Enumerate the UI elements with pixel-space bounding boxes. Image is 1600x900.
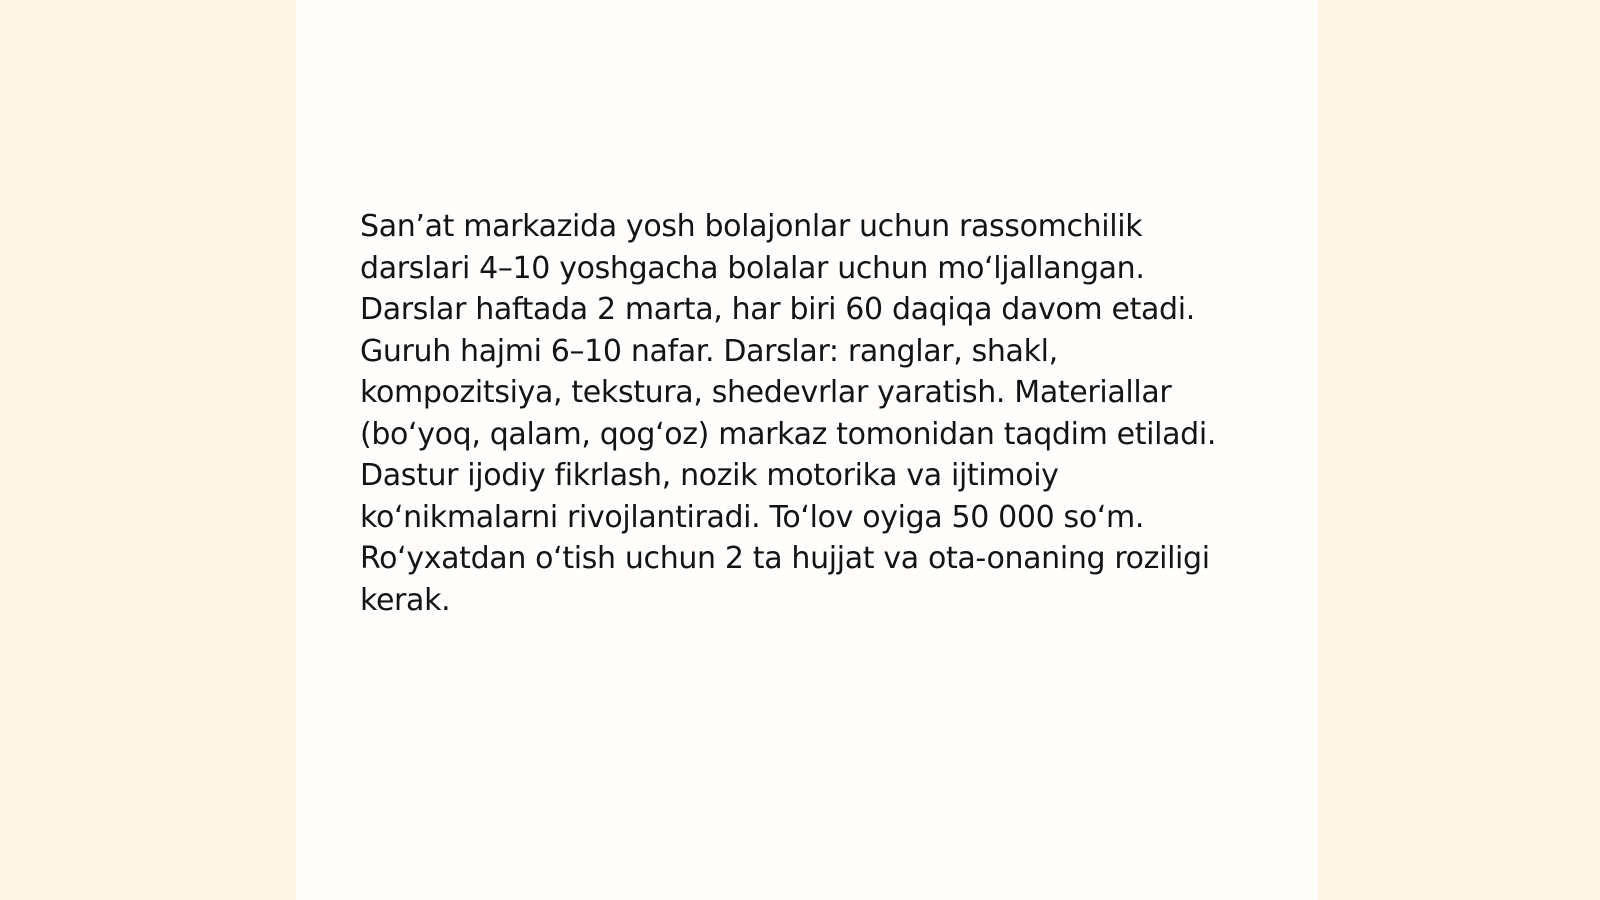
document-page: [296, 0, 1318, 900]
body-paragraph: San’at markazida yosh bolajonlar uchun rassomchilik darslari 4–10 yoshgacha bolalar uchun mo‘ljallangan. Darslar haftada 2 marta, har biri 60 daqiqa davom etadi. Guruh hajmi 6–10 nafar. Darslar: ranglar, shakl, kompozitsiya, tekstura, shedevrlar yaratish. Materiallar (bo‘yoq, qalam, qog‘oz) markaz tomonidan taqdim etiladi. Dastur ijodiy fikrlash, nozik motorika va ijtimoiy ko‘nikmalarni rivojlantiradi. To‘lov oyiga 50 000 so‘m. Ro‘yxatdan o‘tish uchun 2 ta hujjat va ota-onaning roziligi kerak.: [360, 209, 1217, 618]
